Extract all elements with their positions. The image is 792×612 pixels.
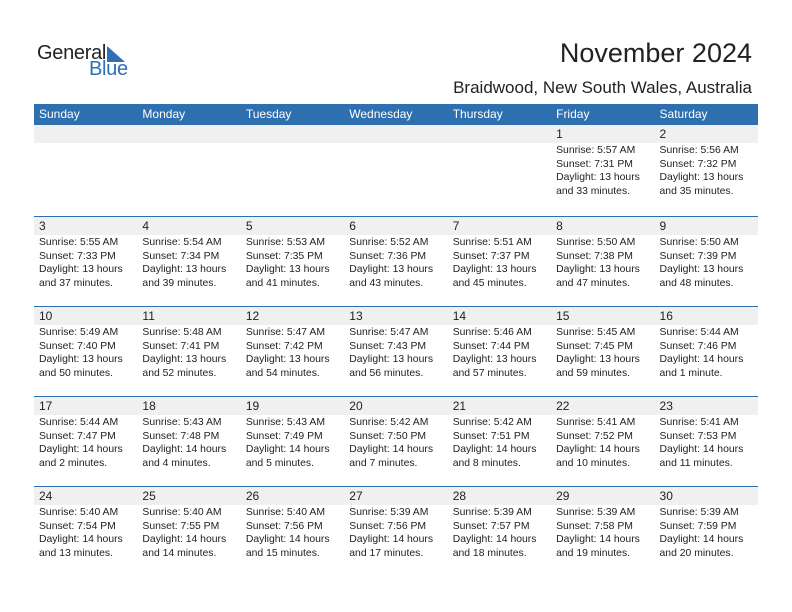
daylight-text: and 4 minutes. [142,457,211,469]
day-cell [344,325,447,380]
daylight-text: and 5 minutes. [245,457,315,469]
page-title: November 2024 [559,38,752,68]
sunset-text: Sunset: 7:35 PM [245,250,323,262]
daylight-text: Daylight: 14 hours [452,534,537,545]
sunrise-text: Sunrise: 5:42 AM [452,417,532,428]
sunset-text: Sunset: 7:32 PM [659,158,737,170]
sunrise-text [39,144,137,158]
daylight-text [39,171,137,185]
sunrise-text: Sunrise: 5:41 AM [556,417,636,428]
sunrise-text: Sunrise: 5:47 AM [245,327,325,338]
daylight-text: and 19 minutes. [556,547,631,559]
day-cell [241,415,344,470]
calendar-grid [34,104,758,576]
day-cell [344,415,447,470]
daylight-text: Daylight: 14 hours [39,444,123,455]
day-number: 22 [556,399,570,413]
day-cell [344,235,447,290]
sunset-text: Sunset: 7:49 PM [245,430,323,442]
day-number: 25 [142,489,156,503]
day-number: 16 [659,309,673,323]
sunset-text: Sunset: 7:51 PM [452,430,530,442]
sunset-text: Sunset: 7:48 PM [142,430,220,442]
sunset-text: Sunset: 7:38 PM [556,250,633,262]
sunrise-text: Sunrise: 5:46 AM [452,327,532,338]
sunrise-text: Sunrise: 5:52 AM [349,237,429,248]
day-info-row [34,505,758,560]
sunset-text: Sunset: 7:47 PM [39,430,116,442]
day-number [137,125,240,143]
daylight-text [453,185,551,199]
day-number: 17 [39,399,53,413]
daylight-text: Daylight: 13 hours [39,264,123,275]
logo [37,42,137,82]
sunset-text: Sunset: 7:43 PM [349,340,427,352]
sunset-text: Sunset: 7:41 PM [142,340,220,352]
daylight-text: Daylight: 13 hours [349,264,434,275]
day-cell [448,235,551,290]
sunrise-text: Sunrise: 5:53 AM [245,237,325,248]
daylight-text: and 35 minutes. [659,185,734,197]
sunrise-text: Sunrise: 5:45 AM [556,327,636,338]
day-cell [344,505,447,560]
day-info-row [34,143,758,198]
day-cell [241,235,344,290]
day-cell [34,325,137,380]
sunrise-text: Sunrise: 5:40 AM [142,507,222,518]
daylight-text: Daylight: 14 hours [556,444,640,455]
day-number: 26 [245,489,260,503]
daylight-text: Daylight: 14 hours [245,444,330,455]
sunset-text [39,158,137,172]
date-number-row [34,397,758,415]
sunrise-text: Sunrise: 5:44 AM [39,417,119,428]
sunrise-text: Sunrise: 5:49 AM [39,327,119,338]
day-info-row [34,415,758,470]
daylight-text: Daylight: 13 hours [142,264,227,275]
sunset-text: Sunset: 7:42 PM [245,340,323,352]
weekday-wednesday: Wednesday [349,107,413,121]
week-row [34,396,758,486]
day-number: 18 [142,399,156,413]
sunset-text: Sunset: 7:46 PM [659,340,737,352]
sunset-text: Sunset: 7:44 PM [452,340,530,352]
daylight-text: and 20 minutes. [659,547,734,559]
sunrise-text: Sunrise: 5:47 AM [349,327,429,338]
sunrise-text: Sunrise: 5:55 AM [39,237,119,248]
sunrise-text: Sunrise: 5:39 AM [452,507,532,518]
day-number: 24 [39,489,53,503]
daylight-text: Daylight: 14 hours [556,534,640,545]
day-cell [34,505,137,560]
day-number: 4 [142,219,150,233]
daylight-text: and 37 minutes. [39,277,113,289]
day-cell [655,143,758,198]
week-row [34,486,758,576]
day-cell [655,415,758,470]
daylight-text: Daylight: 14 hours [659,354,744,365]
sunrise-text: Sunrise: 5:39 AM [556,507,636,518]
sunset-text: Sunset: 7:54 PM [39,520,116,532]
daylight-text: and 52 minutes. [142,367,217,379]
sunset-text [142,158,240,172]
daylight-text: and 11 minutes. [659,457,733,469]
day-number: 3 [39,219,46,233]
sunset-text: Sunset: 7:56 PM [245,520,323,532]
weeks-container [34,125,758,576]
logo-text-general: General [37,42,107,64]
day-cell [344,143,447,198]
daylight-text: Daylight: 13 hours [556,172,640,183]
day-number: 28 [452,489,467,503]
daylight-text: Daylight: 14 hours [659,534,744,545]
sunset-text [349,158,447,172]
sunrise-text: Sunrise: 5:43 AM [245,417,325,428]
day-number: 27 [349,489,363,503]
daylight-text: and 47 minutes. [556,277,631,289]
sunset-text: Sunset: 7:58 PM [556,520,633,532]
day-cell [34,235,137,290]
day-cell [34,143,137,198]
sunrise-text: Sunrise: 5:57 AM [556,145,636,156]
daylight-text: Daylight: 13 hours [39,354,123,365]
sunset-text [453,158,551,172]
logo-text-blue: Blue [89,58,128,80]
daylight-text: and 15 minutes. [245,547,320,559]
day-number: 12 [245,309,260,323]
daylight-text: and 39 minutes. [142,277,217,289]
day-cell [655,505,758,560]
daylight-text: Daylight: 14 hours [349,534,434,545]
daylight-text: and 1 minute. [659,367,723,379]
day-cell [551,505,654,560]
daylight-text [246,171,344,185]
daylight-text [453,171,551,185]
daylight-text: and 43 minutes. [349,277,424,289]
daylight-text [39,185,137,199]
daylight-text: Daylight: 14 hours [659,444,744,455]
sunset-text: Sunset: 7:45 PM [556,340,633,352]
daylight-text: and 18 minutes. [452,547,527,559]
week-row [34,216,758,306]
sunset-text: Sunset: 7:33 PM [39,250,116,262]
day-number: 9 [659,219,667,233]
date-number-row [34,125,758,143]
daylight-text: and 7 minutes. [349,457,418,469]
daylight-text: and 14 minutes. [142,547,217,559]
day-number: 23 [659,399,673,413]
sunset-text: Sunset: 7:36 PM [349,250,427,262]
daylight-text: Daylight: 13 hours [452,264,537,275]
day-number: 5 [245,219,253,233]
daylight-text [246,185,344,199]
daylight-text: and 56 minutes. [349,367,424,379]
sunrise-text: Sunrise: 5:51 AM [452,237,532,248]
sunset-text: Sunset: 7:57 PM [452,520,530,532]
daylight-text: and 13 minutes. [39,547,113,559]
daylight-text [142,185,240,199]
day-number: 10 [39,309,53,323]
day-number: 1 [556,127,563,141]
day-cell [551,325,654,380]
day-number: 20 [349,399,363,413]
daylight-text [349,185,447,199]
day-number: 30 [659,489,673,503]
sunset-text: Sunset: 7:52 PM [556,430,633,442]
day-cell [137,505,240,560]
daylight-text: Daylight: 14 hours [452,444,537,455]
day-cell [241,325,344,380]
day-number [344,125,447,143]
daylight-text: Daylight: 13 hours [349,354,434,365]
daylight-text: Daylight: 13 hours [245,264,330,275]
day-cell [448,415,551,470]
weekday-thursday: Thursday [452,107,503,121]
daylight-text [349,171,447,185]
weekday-tuesday: Tuesday [245,107,292,121]
weekday-monday: Monday [142,107,186,121]
day-number: 13 [349,309,363,323]
sunrise-text: Sunrise: 5:50 AM [556,237,636,248]
daylight-text: Daylight: 14 hours [349,444,434,455]
sunset-text: Sunset: 7:40 PM [39,340,116,352]
daylight-text: Daylight: 13 hours [142,354,227,365]
day-cell [34,415,137,470]
sunrise-text: Sunrise: 5:44 AM [659,327,739,338]
day-number: 19 [245,399,260,413]
daylight-text: Daylight: 13 hours [245,354,330,365]
date-number-row [34,307,758,325]
day-number: 7 [452,219,460,233]
day-cell [655,325,758,380]
weekday-friday: Friday [556,107,590,121]
day-cell [551,415,654,470]
day-info-row [34,325,758,380]
daylight-text: and 41 minutes. [245,277,320,289]
daylight-text: Daylight: 13 hours [452,354,537,365]
date-number-row [34,487,758,505]
day-number: 8 [556,219,563,233]
date-number-row [34,217,758,235]
day-cell [137,325,240,380]
day-number: 15 [556,309,570,323]
day-cell [241,143,344,198]
sunrise-text: Sunrise: 5:42 AM [349,417,429,428]
sunrise-text [246,144,344,158]
daylight-text: and 50 minutes. [39,367,113,379]
day-number: 11 [142,309,155,323]
daylight-text: and 59 minutes. [556,367,631,379]
day-number: 6 [349,219,356,233]
day-number: 29 [556,489,570,503]
daylight-text: and 57 minutes. [452,367,527,379]
day-number [448,125,551,143]
sunrise-text: Sunrise: 5:50 AM [659,237,739,248]
day-number [241,125,344,143]
daylight-text: Daylight: 13 hours [556,354,640,365]
day-cell [137,415,240,470]
sunset-text: Sunset: 7:53 PM [659,430,737,442]
weekday-header [34,104,758,125]
sunset-text: Sunset: 7:37 PM [452,250,530,262]
daylight-text: and 48 minutes. [659,277,734,289]
sunrise-text [349,144,447,158]
week-row [34,125,758,216]
daylight-text: Daylight: 14 hours [142,534,227,545]
sunset-text: Sunset: 7:50 PM [349,430,427,442]
daylight-text: and 33 minutes. [556,185,631,197]
day-cell [448,325,551,380]
weekday-sunday: Sunday [39,107,80,121]
day-number: 14 [452,309,467,323]
daylight-text: Daylight: 13 hours [659,172,744,183]
day-cell [448,505,551,560]
daylight-text [142,171,240,185]
sunrise-text: Sunrise: 5:43 AM [142,417,222,428]
day-number [34,125,137,143]
sunset-text: Sunset: 7:39 PM [659,250,737,262]
sunrise-text: Sunrise: 5:39 AM [349,507,429,518]
sunrise-text: Sunrise: 5:48 AM [142,327,222,338]
sunset-text: Sunset: 7:34 PM [142,250,220,262]
daylight-text: and 17 minutes. [349,547,424,559]
sunrise-text: Sunrise: 5:41 AM [659,417,739,428]
daylight-text: Daylight: 13 hours [556,264,640,275]
sunset-text: Sunset: 7:56 PM [349,520,427,532]
day-cell [551,235,654,290]
sunrise-text: Sunrise: 5:54 AM [142,237,222,248]
sunrise-text: Sunrise: 5:40 AM [245,507,325,518]
daylight-text: Daylight: 13 hours [659,264,744,275]
week-row [34,306,758,396]
day-number: 2 [659,127,667,141]
sunset-text: Sunset: 7:59 PM [659,520,737,532]
daylight-text: Daylight: 14 hours [142,444,227,455]
sunset-text: Sunset: 7:31 PM [556,158,633,170]
day-cell [655,235,758,290]
daylight-text: and 10 minutes. [556,457,631,469]
location-subtitle: Braidwood, New South Wales, Australia [453,78,752,97]
day-cell [448,143,551,198]
day-cell [241,505,344,560]
sunrise-text: Sunrise: 5:56 AM [659,145,739,156]
daylight-text: Daylight: 14 hours [245,534,330,545]
sunset-text: Sunset: 7:55 PM [142,520,220,532]
daylight-text: and 8 minutes. [452,457,521,469]
daylight-text: Daylight: 14 hours [39,534,123,545]
day-cell [137,235,240,290]
sunrise-text [453,144,551,158]
sunrise-text: Sunrise: 5:40 AM [39,507,119,518]
day-number: 21 [452,399,467,413]
daylight-text: and 54 minutes. [245,367,320,379]
sunrise-text: Sunrise: 5:39 AM [659,507,739,518]
daylight-text: and 45 minutes. [452,277,527,289]
day-cell [137,143,240,198]
weekday-saturday: Saturday [659,107,708,121]
day-info-row [34,235,758,290]
sunset-text [246,158,344,172]
sunrise-text [142,144,240,158]
daylight-text: and 2 minutes. [39,457,108,469]
day-cell [551,143,654,198]
